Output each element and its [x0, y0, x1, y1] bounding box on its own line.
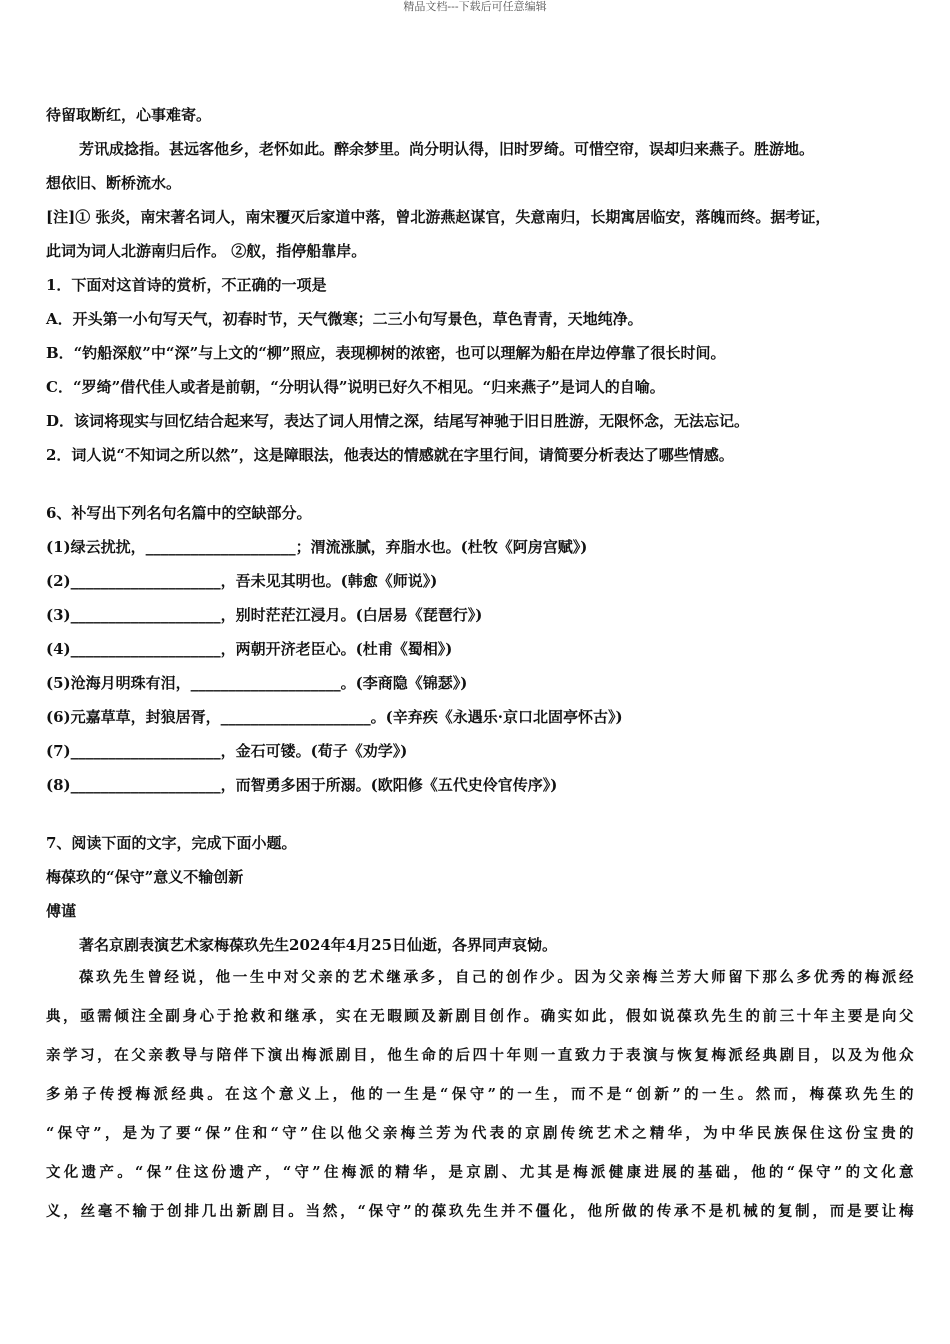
- fill-item-7: (7)____________________，金石可镂。(荀子《劝学》): [46, 742, 408, 760]
- article-paragraph-2-line: 义，丝毫不输于创排几出新剧目。当然，“保守”的葆玖先生并不僵化，他所做的传承不是机械的复制，而是要让梅: [46, 1203, 914, 1220]
- page-watermark: 精品文档---下载后可任意编辑: [403, 0, 547, 13]
- article-title: 梅葆玖的“保守”意义不输创新: [46, 868, 244, 886]
- poem-line-2: 芳讯成捻指。甚远客他乡，老怀如此。醉余梦里。尚分明认得，旧时罗绮。可惜空帘，误却归来燕子。胜游地。: [79, 140, 815, 158]
- question-2: 2．词人说“不知词之所以然”，这是障眼法，他表达的情感就在字里行间，请简要分析表达了哪些情感。: [46, 446, 734, 464]
- section-7-title: 7、阅读下面的文字，完成下面小题。: [46, 834, 297, 852]
- option-a: A．开头第一小句写天气，初春时节，天气微寒；二三小句写景色，草色青青，天地纯净。: [46, 310, 643, 328]
- fill-item-1: (1)绿云扰扰，____________________；渭流涨腻，弃脂水也。(杜牧《阿房宫赋》): [46, 538, 588, 556]
- fill-item-2: (2)____________________，吾未见其明也。(韩愈《师说》): [46, 572, 438, 590]
- fill-item-5: (5)沧海月明珠有泪，____________________。(李商隐《锦瑟》): [46, 674, 468, 692]
- poem-line-1: 待留取断红，心事难寄。: [46, 106, 212, 124]
- fill-item-4: (4)____________________，两朝开济老臣心。(杜甫《蜀相》): [46, 640, 453, 658]
- document-body: [46, 98, 914, 1231]
- article-paragraph-1: 著名京剧表演艺术家梅葆玖先生2024年4月25日仙逝，各界同声哀恸。: [79, 936, 558, 954]
- article-paragraph-2-line: 多弟子传授梅派经典。在这个意义上，他的一生是“保守”的一生，而不是“创新”的一生。然而，梅葆玖先生的: [46, 1086, 914, 1103]
- option-b: B．“钓船深舣”中“深”与上文的“柳”照应，表现柳树的浓密，也可以理解为船在岸边停靠了很长时间。: [46, 344, 726, 362]
- article-paragraph-2-line: 文化遗产。“保”住这份遗产，“守”住梅派的精华，是京剧、尤其是梅派健康进展的基础，他的“保守”的文化意: [46, 1164, 914, 1181]
- note-line-1: [注]① 张炎，南宋著名词人，南宋覆灭后家道中落，曾北游燕赵谋官，失意南归，长期寓居临安，落魄而终。据考证，: [46, 208, 831, 226]
- fill-item-6: (6)元嘉草草，封狼居胥，____________________。(辛弃疾《永遇乐·京口北固亭怀古》): [46, 708, 623, 726]
- option-d: D．该词将现实与回忆结合起来写，表达了词人用情之深，结尾写神驰于旧日胜游，无限怀念，无法忘记。: [46, 412, 750, 430]
- option-c: C．“罗绮”借代佳人或者是前朝，“分明认得”说明已好久不相见。“归来燕子”是词人的自喻。: [46, 378, 665, 396]
- article-author: 傅谨: [46, 902, 77, 920]
- note-line-2: 此词为词人北游南归后作。 ②舣，指停船靠岸。: [46, 242, 367, 260]
- article-paragraph-2-line: “保守”，是为了要“保”住和“守”住以他父亲梅兰芳为代表的京剧传统艺术之精华，为中华民族保住这份宝贵的: [46, 1125, 914, 1142]
- article-paragraph-2-line: 亲学习，在父亲教导与陪伴下演出梅派剧目，他生命的后四十年则一直致力于表演与恢复梅派经典剧目，以及为他众: [46, 1047, 914, 1064]
- article-paragraph-2-line: 葆玖先生曾经说，他一生中对父亲的艺术继承多，自己的创作少。因为父亲梅兰芳大师留下那么多优秀的梅派经: [79, 969, 914, 986]
- poem-line-3: 想依旧、断桥流水。: [46, 174, 182, 192]
- fill-item-8: (8)____________________，而智勇多困于所溺。(欧阳修《五代史伶官传序》): [46, 776, 558, 794]
- fill-item-3: (3)____________________，别时茫茫江浸月。(白居易《琵琶行》): [46, 606, 483, 624]
- article-paragraph-2-line: 典，亟需倾注全副身心于抢救和继承，实在无暇顾及新剧目创作。确实如此，假如说葆玖先生的前三十年主要是向父: [46, 1008, 914, 1025]
- question-1: 1．下面对这首诗的赏析，不正确的一项是: [46, 276, 327, 294]
- section-6-title: 6、补写出下列名句名篇中的空缺部分。: [46, 504, 312, 522]
